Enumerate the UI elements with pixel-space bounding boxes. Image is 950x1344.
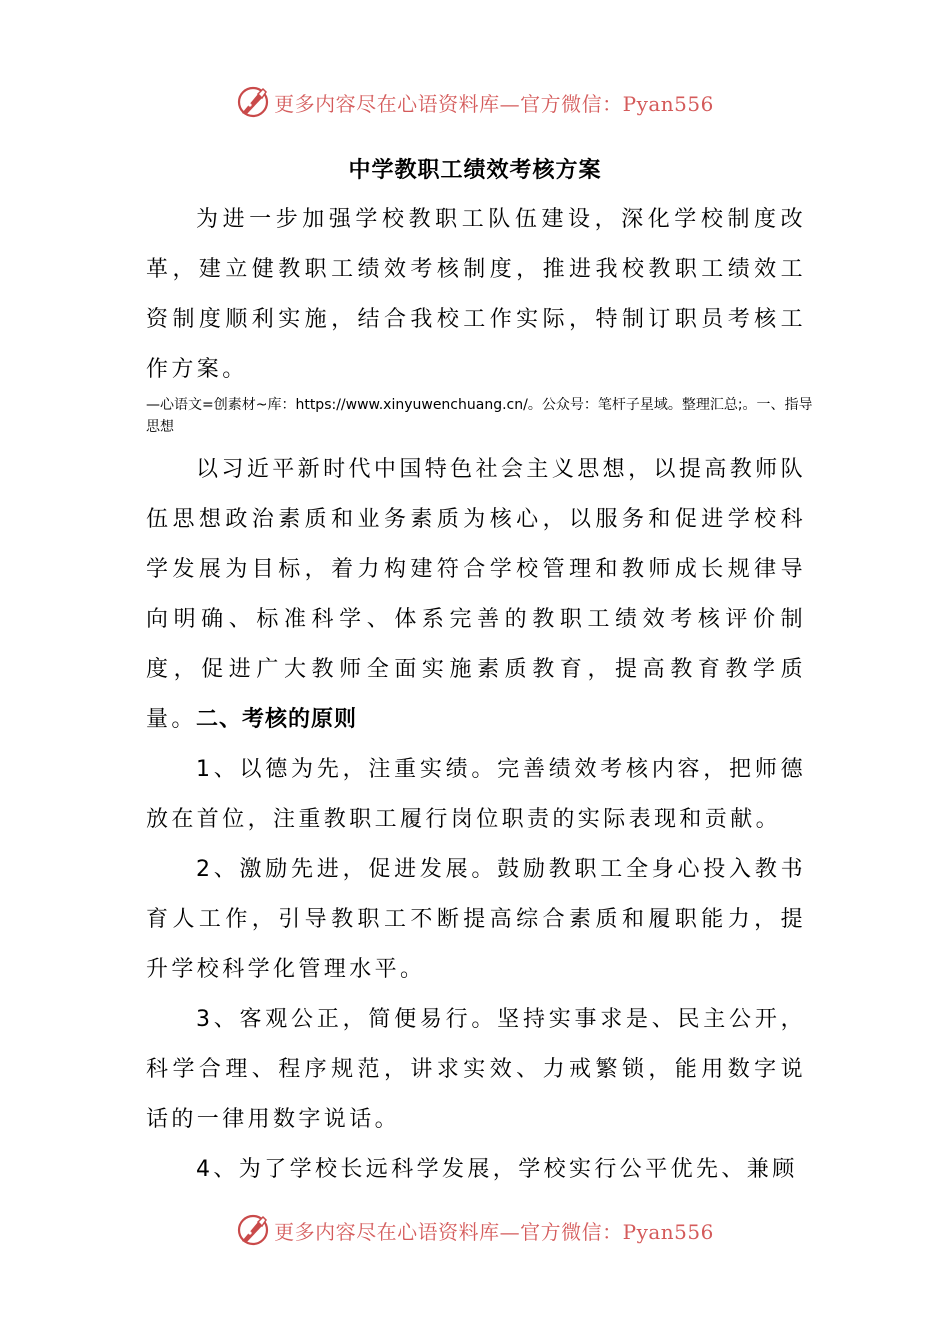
source-note: —心语文=创素材~库：https://www.xinyuwenchuang.cn/。公众号：笔杆子星域。整理汇总;。一、指导思想 [146,397,813,435]
intro-paragraph: 为进一步加强学校教职工队伍建设，深化学校制度改革，建立健教职工绩效考核制度，推进我校教职工绩效工资制度顺利实施，结合我校工作实际，特制订职员考核工作方案。 [146,207,806,382]
document-title: 中学教职工绩效考核方案 [348,158,602,183]
footer-watermark-text: 更多内容尽在心语资料库—官方微信：Pyan556 [274,1219,714,1244]
footer-watermark-banner [0,1208,950,1252]
principle-item-4: 4、为了学校长远科学发展，学校实行公平优先、兼顾 [196,1157,798,1182]
principle-item-2: 2、激励先进，促进发展。鼓励教职工全身心投入教书育人工作，引导教职工不断提高综合素质和履职能力，提升学校科学化管理水平。 [146,857,806,982]
pen-nib-logo-icon [236,85,270,119]
principle-item-3: 3、客观公正，简便易行。坚持实事求是、民主公开，科学合理、程序规范，讲求实效、力戒繁锁，能用数字说话的一律用数字说话。 [146,1007,806,1132]
section-heading-principles: 二、考核的原则 [196,707,358,732]
header-watermark-banner [0,80,950,124]
principle-item-1: 1、以德为先，注重实绩。完善绩效考核内容，把师德放在首位，注重教职工履行岗位职责的实际表现和贡献。 [146,757,806,832]
guiding-thought-paragraph: 以习近平新时代中国特色社会主义思想，以提高教师队伍思想政治素质和业务素质为核心，以服务和促进学校科学发展为目标，着力构建符合学校管理和教师成长规律导向明确、标准科学、体系完善的教职工绩效考核评价制度，促进广大教师全面实施素质教育，提高教育教学质量。 [146,457,806,732]
pen-nib-logo-icon [236,1213,270,1247]
header-watermark-text: 更多内容尽在心语资料库—官方微信：Pyan556 [274,91,714,116]
